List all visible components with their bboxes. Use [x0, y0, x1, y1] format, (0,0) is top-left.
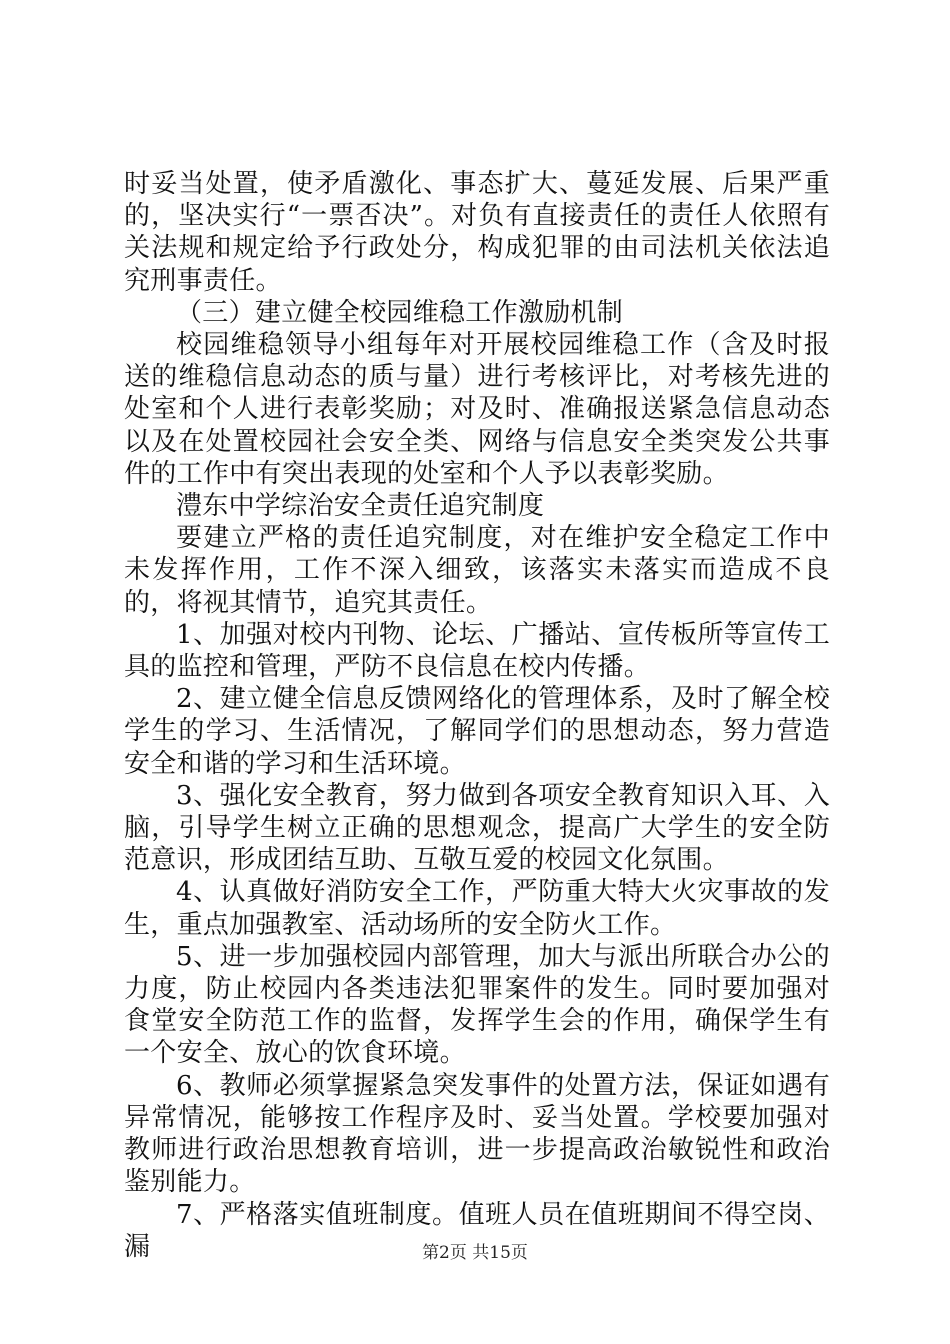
document-title: 澧东中学综治安全责任追究制度 — [176, 491, 545, 522]
paragraph: 要建立严格的责任追究制度，对在维护安全稳定工作中未发挥作用，工作不深入细致，该落实未落实而造成不良的，将视其情节，追究其责任。 — [124, 523, 830, 618]
list-item: 1、加强对校内刊物、论坛、广播站、宣传板所等宣传工具的监控和管理，严防不良信息在校内传播。 — [124, 619, 830, 683]
list-item: 4、认真做好消防安全工作，严防重大特大火灾事故的发生，重点加强教室、活动场所的安全防火工作。 — [124, 877, 830, 940]
list-item: 5、进一步加强校园内部管理，加大与派出所联合办公的力度，防止校园内各类违法犯罪案件的发生。同时要加强对食堂安全防范工作的监督，发挥学生会的作用，确保学生有一个安全、放心的饮食环境。 — [124, 941, 830, 1069]
page-number-footer: 第2页 共15页 — [422, 1243, 528, 1263]
list-item: 3、强化安全教育，努力做到各项安全教育知识入耳、入脑，引导学生树立正确的思想观念，提高广大学生的安全防范意识，形成团结互助、互敬互爱的校园文化氛围。 — [124, 780, 830, 876]
list-item: 2、建立健全信息反馈网络化的管理体系，及时了解全校学生的学习、生活情况，了解同学们的思想动态，努力营造安全和谐的学习和生活环境。 — [124, 684, 830, 779]
document-body — [124, 168, 830, 1263]
list-item: 6、教师必须掌握紧急突发事件的处置方法，保证如遇有异常情况，能够按工作程序及时、妥当处置。学校要加强对教师进行政治思想教育培训，进一步提高政治敏锐性和政治鉴别能力。 — [124, 1070, 830, 1198]
paragraph: 时妥当处置，使矛盾激化、事态扩大、蔓延发展、后果严重的，坚决实行“一票否决”。对负有直接责任的责任人依照有关法规和规定给予行政处分，构成犯罪的由司法机关依法追究刑事责任。 — [124, 169, 830, 296]
paragraph: 校园维稳领导小组每年对开展校园维稳工作（含及时报送的维稳信息动态的质与量）进行考核评比，对考核先进的处室和个人进行表彰奖励；对及时、准确报送紧急信息动态以及在处置校园社会安全类、网络与信息安全类突发公共事件的工作中有突出表现的处室和个人予以表彰奖励。 — [124, 330, 830, 489]
list-item: 7、严格落实值班制度。值班人员在值班期间不得空岗、漏 — [124, 1199, 830, 1262]
section-heading: （三）建立健全校园维稳工作激励机制 — [176, 297, 624, 328]
